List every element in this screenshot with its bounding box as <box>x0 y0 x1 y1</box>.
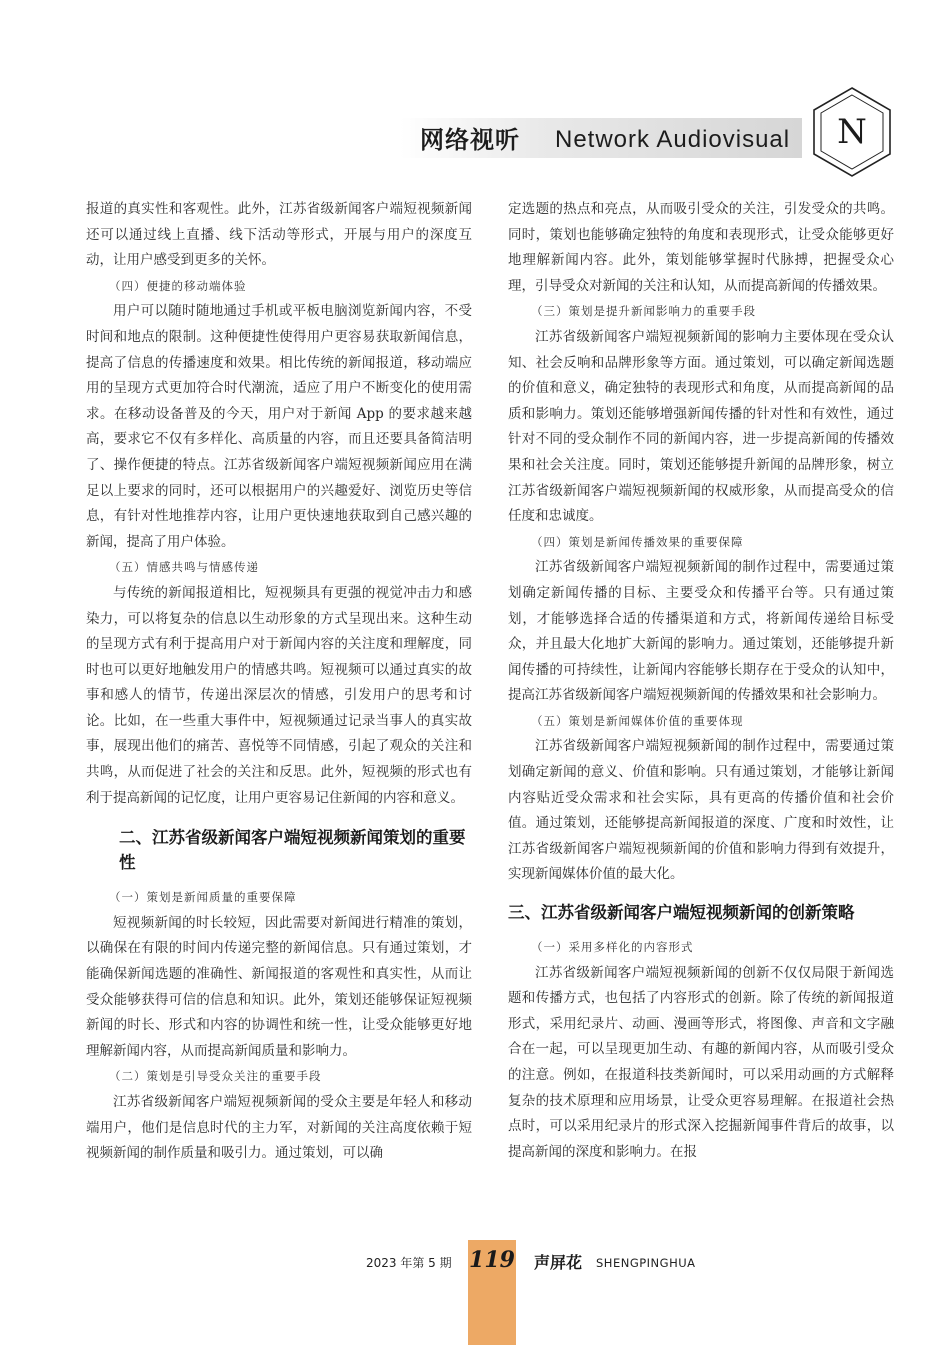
paragraph: 江苏省级新闻客户端短视频新闻的制作过程中，需要通过策划确定新闻传播的目标、主要受众和传播平台等。只有通过策划，才能够选择合适的传播渠道和方式，将新闻传递给目标受众，并且最大化地扩大新闻的影响力。通过策划，还能够提升新闻传播的可持续性，让新闻内容能够长期存在于受众的认知中，提高江苏省级新闻客户端短视频新闻的传播效果和社会影响力。 <box>508 559 894 704</box>
paragraph: 短视频新闻的时长较短，因此需要对新闻进行精准的策划，以确保在有限的时间内传递完整的新闻信息。只有通过策划，才能确保新闻选题的准确性、新闻报道的客观性和真实性，从而让受众能够获得可信的信息和知识。此外，策划还能够保证短视频新闻的时长、形式和内容的协调性和统一性，让受众能够更好地理解新闻内容，从而提高新闻质量和影响力。 <box>86 914 472 1059</box>
subheading: （二）策划是引导受众关注的重要手段 <box>109 1069 322 1084</box>
column-title-en: Network Audiovisual <box>555 126 791 153</box>
paragraph: 江苏省级新闻客户端短视频新闻的制作过程中，需要通过策划确定新闻的意义、价值和影响。只有通过策划，才能够让新闻内容贴近受众需求和社会实际，具有更高的传播价值和社会价值。通过策划，还能够提高新闻报道的深度、广度和时效性，让江苏省级新闻客户端短视频新闻的价值和影响力得到有效提升，实现新闻媒体价值的最大化。 <box>508 738 894 883</box>
issue-label: 2023 年第 5 期 <box>366 1256 452 1270</box>
paragraph: 江苏省级新闻客户端短视频新闻的受众主要是年轻人和移动端用户，他们是信息时代的主力军，对新闻的关注高度依赖于短视频新闻的制作质量和吸引力。通过策划，可以确 <box>86 1094 472 1162</box>
paragraph: 用户可以随时随地通过手机或平板电脑浏览新闻内容，不受时间和地点的限制。这种便捷性使得用户更容易获取新闻信息，提高了信息的传播速度和效果。相比传统的新闻报道，移动端应用的呈现方式更加符合时代潮流，适应了用户不断变化的使用需求。在移动设备普及的今天，用户对于新闻 App 的要求越来越高，要求它不仅有多样化、高质量的内容，而且还要具备简洁明了、操作便捷的特点。江苏省级新闻客户端短视频新闻应用在满足以上要求的同时，还可以根据用户的兴趣爱好、浏览历史等信息，有针对性地推荐内容，让用户更快速地获取到自己感兴趣的新闻，提高了用户体验。 <box>86 303 472 550</box>
subheading: （三）策划是提升新闻影响力的重要手段 <box>531 304 756 319</box>
paragraph: 定选题的热点和亮点，从而吸引受众的关注，引发受众的共鸣。同时，策划也能够确定独特的角度和表现形式，让受众能够更好地理解新闻内容。此外，策划能够掌握时代脉搏，把握受众心理，引导受众对新闻的关注和认知，从而提高新闻的传播效果。 <box>508 201 894 294</box>
column-title-cn: 网络视听 <box>420 126 520 154</box>
subheading: （五）策划是新闻媒体价值的重要体现 <box>531 713 744 728</box>
page-number: 119 <box>469 1247 515 1273</box>
left-column <box>86 197 472 1167</box>
right-column <box>508 197 894 1165</box>
subheading: （一）策划是新闻质量的重要保障 <box>109 890 297 905</box>
subheading: （五）情感共鸣与情感传递 <box>109 560 259 575</box>
section-title: 二、江苏省级新闻客户端短视频新闻策划的重要性 <box>119 828 466 873</box>
hexagon-logo-letter: N <box>837 112 867 152</box>
section-title: 三、江苏省级新闻客户端短视频新闻的创新策略 <box>508 903 855 923</box>
magazine-name-cn: 声屏花 <box>534 1253 583 1272</box>
paragraph: 江苏省级新闻客户端短视频新闻的影响力主要体现在受众认知、社会反响和品牌形象等方面。通过策划，可以确定新闻选题的价值和意义，确定独特的表现形式和角度，从而提高新闻的品质和影响力。策划还能够增强新闻传播的针对性和有效性，通过针对不同的受众制作不同的新闻内容，进一步提高新闻的传播效果和社会关注度。同时，策划还能够提升新闻的品牌形象，树立江苏省级新闻客户端短视频新闻的权威形象，从而提高受众的信任度和忠诚度。 <box>508 328 894 525</box>
magazine-name-en: SHENGPINGHUA <box>596 1256 696 1270</box>
subheading: （四）便捷的移动端体验 <box>109 278 247 293</box>
paragraph: 报道的真实性和客观性。此外，江苏省级新闻客户端短视频新闻还可以通过线上直播、线下活动等形式，开展与用户的深度互动，让用户感受到更多的关怀。 <box>86 201 472 269</box>
paragraph: 与传统的新闻报道相比，短视频具有更强的视觉冲击力和感染力，可以将复杂的信息以生动形象的方式呈现出来。这种生动的呈现方式有利于提高用户对于新闻内容的关注度和理解度，同时也可以更好地触发用户的情感共鸣。短视频可以通过真实的故事和感人的情节，传递出深层次的情感，引发用户的思考和讨论。比如，在一些重大事件中，短视频通过记录当事人的真实故事，展现出他们的痛苦、喜悦等不同情感，引起了观众的关注和共鸣，从而促进了社会的关注和反思。此外，短视频的形式也有利于提高新闻的记忆度，让用户更容易记住新闻的内容和意义。 <box>86 584 472 806</box>
subheading: （一）采用多样化的内容形式 <box>531 940 694 955</box>
subheading: （四）策划是新闻传播效果的重要保障 <box>531 534 744 549</box>
paragraph: 江苏省级新闻客户端短视频新闻的创新不仅仅局限于新闻选题和传播方式，也包括了内容形式的创新。除了传统的新闻报道形式，采用纪录片、动画、漫画等形式，将图像、声音和文字融合在一起，可以呈现更加生动、有趣的新闻内容，从而吸引受众的注意。例如，在报道科技类新闻时，可以采用动画的方式解释复杂的技术原理和应用场景，让受众更容易理解。在报道社会热点时，可以采用纪录片的形式深入挖掘新闻事件背后的故事，以提高新闻的深度和影响力。在报 <box>508 964 894 1160</box>
